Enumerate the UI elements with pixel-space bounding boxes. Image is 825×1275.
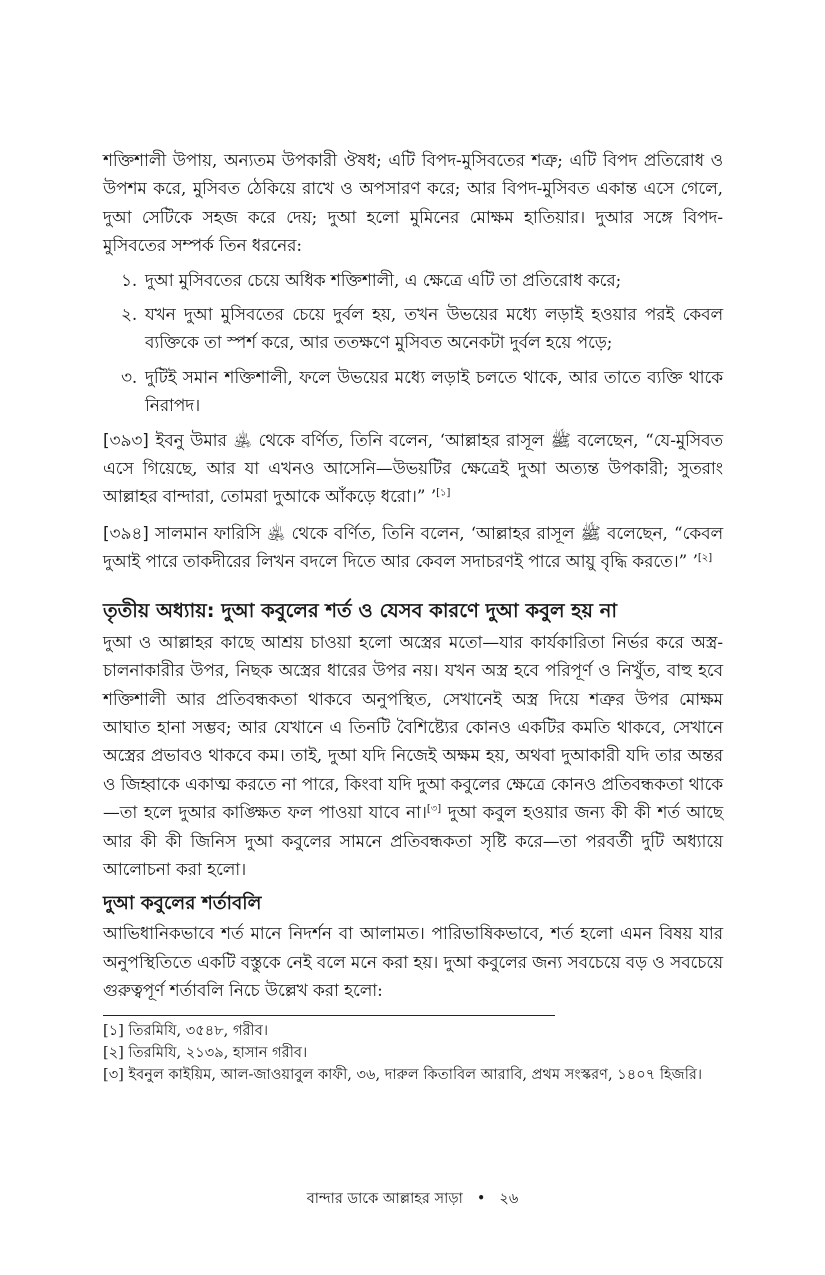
list-item-number: ২. xyxy=(121,304,138,325)
hadith-number: [৩৯৩] xyxy=(103,429,149,450)
hadith-394 xyxy=(103,519,723,576)
footnote-mark[interactable]: [৩] xyxy=(426,803,442,815)
hadith-number: [৩৯৪] xyxy=(103,522,149,543)
footnote-mark[interactable]: [১] xyxy=(436,487,451,499)
footnote: [৩] ইবনুল কাইয়িম, আল-জাওয়াবুল কাফী, ৩৬, দারুল কিতাবিল আরাবি, প্রথম সংস্করণ, ১৪০৭ হিজরি। xyxy=(103,1065,703,1083)
chapter-paragraph-text-b: দুআ কবুল হওয়ার জন্য কী কী শর্ত আছে আর কী কী জিনিস দুআ কবুলের সামনে প্রতিবন্ধকতা সৃষ্টি করে—তা পরবর্তী দুটি অধ্যায়ে আলোচনা করা হলো। xyxy=(103,802,723,879)
running-title: বান্দার ডাকে আল্লাহর সাড়া xyxy=(306,1191,463,1207)
section-paragraph: আভিধানিকভাবে শর্ত মানে নিদর্শন বা আলামত। পারিভাষিকভাবে, শর্ত হলো এমন বিষয় যার অনুপস্থিতিতে একটি বস্তুকে নেই বলে মনে করা হয়। দুআ কবুলের জন্য সবচেয়ে বড় ও সবচেয়ে গুরুত্বপূর্ণ শর্তাবলি নিচে উল্লেখ করা হলো: xyxy=(103,923,723,1001)
list-item xyxy=(103,363,723,420)
page-body xyxy=(103,146,723,1086)
footnote: [১] তিরমিযি, ৩৫৪৮, গরীব। xyxy=(103,1021,269,1039)
chapter-paragraph xyxy=(103,628,723,884)
list-item xyxy=(103,266,723,294)
chapter-title: তৃতীয় অধ্যায়: দুআ কবুলের শর্ত ও যেসব কারণে দুআ কবুল হয় না xyxy=(103,598,618,622)
list-item-number: ১. xyxy=(121,269,138,290)
page-footer xyxy=(0,1188,825,1210)
list-item-text: দুআ মুসিবতের চেয়ে অধিক শক্তিশালী, এ ক্ষেত্রে এটি তা প্রতিরোধ করে; xyxy=(145,269,622,290)
page-number: ২৬ xyxy=(499,1191,519,1207)
footer-separator: • xyxy=(476,1191,486,1207)
intro-paragraph: শক্তিশালী উপায়, অন্যতম উপকারী ঔষধ; এটি বিপদ-মুসিবতের শত্রু; এটি বিপদ প্রতিরোধ ও উপশম করে, মুসিবত ঠেকিয়ে রাখে ও অপসারণ করে; আর বিপদ-মুসিবত একান্ত এসে গেলে, দুআ সেটিকে সহজ করে দেয়; দুআ হলো মুমিনের মোক্ষম হাতিয়ার। দুআর সঙ্গে বিপদ-মুসিবতের সম্পর্ক তিন ধরনের: xyxy=(103,150,723,256)
list-item xyxy=(103,300,723,357)
footnote-divider xyxy=(103,1015,555,1016)
hadith-393 xyxy=(103,426,723,511)
chapter-paragraph-text-a: দুআ ও আল্লাহর কাছে আশ্রয় চাওয়া হলো অস্ত্রের মতো—যার কার্যকারিতা নির্ভর করে অস্ত্র-চালনাকারীর উপর, নিছক অস্ত্রের ধারের উপর নয়। যখন অস্ত্র হবে পরিপূর্ণ ও নিখুঁত, বাহু হবে শক্তিশালী আর প্রতিবন্ধকতা থাকবে অনুপস্থিত, সেখানেই অস্ত্র দিয়ে শত্রুর উপর মোক্ষম আঘাত হানা সম্ভব; আর যেখানে এ তিনটি বৈশিষ্ট্যের কোনও একটির কমতি থাকবে, সেখানে অস্ত্রের প্রভাবও থাকবে কম। তাই, দুআ যদি নিজেই অক্ষম হয়, অথবা দুআকারী যদি তার অন্তর ও জিহ্বাকে একাত্ম করতে না পারে, কিংবা যদি দুআ কবুলের ক্ষেত্রে কোনও প্রতিবন্ধকতা থাকে—তা হলে দুআর কাঙ্ক্ষিত ফল পাওয়া যাবে না। xyxy=(103,631,723,823)
hadith-text: ইবনু উমার ﵁ থেকে বর্ণিত, তিনি বলেন, ‘আল্লাহর রাসূল ﷺ বলেছেন, “যে-মুসিবত এসে গিয়েছে, আর যা এখনও আসেনি—উভয়টির ক্ষেত্রেই দুআ অত্যন্ত উপকারী; সুতরাং আল্লাহর বান্দারা, তোমরা দুআকে আঁকড়ে ধরো।” ’ xyxy=(103,429,723,507)
footnote: [২] তিরমিযি, ২১৩৯, হাসান গরীব। xyxy=(103,1043,308,1061)
list-item-text: দুটিই সমান শক্তিশালী, ফলে উভয়ের মধ্যে লড়াই চলতে থাকে, আর তাতে ব্যক্তি থাকে নিরাপদ। xyxy=(145,366,723,416)
list-item-text: যখন দুআ মুসিবতের চেয়ে দুর্বল হয়, তখন উভয়ের মধ্যে লড়াই হওয়ার পরই কেবল ব্যক্তিকে তা স্পর্শ করে, আর ততক্ষণে মুসিবত অনেকটা দুর্বল হয়ে পড়ে; xyxy=(145,304,723,353)
footnote-mark[interactable]: [২] xyxy=(697,552,713,564)
list-item-number: ৩. xyxy=(121,366,138,387)
section-title: দুআ কবুলের শর্তাবলি xyxy=(103,893,262,915)
relationship-list xyxy=(103,266,723,420)
hadith-text: সালমান ফারিসি ﵁ থেকে বর্ণিত, তিনি বলেন, ‘আল্লাহর রাসূল ﷺ বলেছেন, “কেবল দুআই পারে তাকদীরের লিখন বদলে দিতে আর কেবল সদাচরণই পারে আয়ু বৃদ্ধি করতে।” ’ xyxy=(103,522,723,572)
